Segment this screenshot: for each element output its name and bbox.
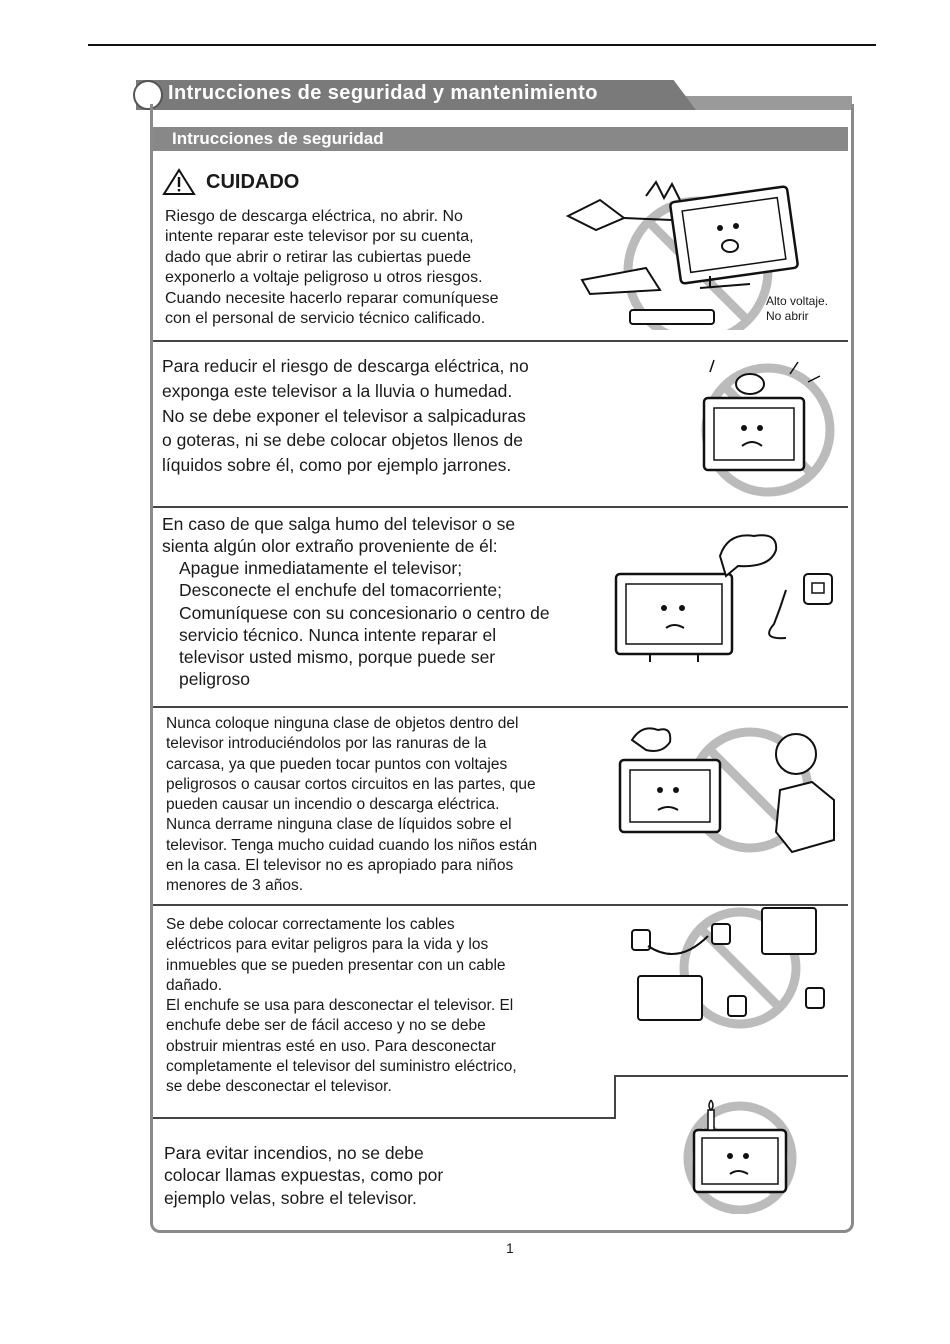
smoke-steps-text: Apague inmediatamente el televisor; Desconecte el enchufe del tomacorriente; Comuníquese con su concesionario o centro de servicio técnico. Nunca intente reparar el televisor usted mismo, porque puede ser peligroso — [179, 558, 550, 690]
smoke-intro-text: En caso de que salga humo del televisor o se sienta algún olor extraño proveniente de él: — [162, 514, 516, 557]
divider-1 — [153, 340, 848, 342]
moisture-text: Para reducir el riesgo de descarga eléctrica, no exponga este televisor a la lluvia o humedad. No se debe exponer el televisor a salpicaduras o goteras, ni se debe colocar objetos llenos de líquidos sobre él, como por ejemplo jarrones. — [162, 356, 529, 476]
cables-text: Se debe colocar correctamente los cables eléctricos para evitar peligros para la vida y los inmuebles que se pueden presentar con un cable dañado. El enchufe se usa para desconectar el televisor. El enchufe debe ser de fácil acceso y no se debe obstruir mientras esté en uso. Para desconectar completamente el televisor del suministro eléctrico, se debe desconectar el televisor. — [166, 916, 517, 1096]
divider-5-vertical — [614, 1075, 616, 1119]
caution-label: CUIDADO — [206, 170, 300, 193]
objects-illustration — [612, 720, 840, 858]
page-number: 1 — [506, 1240, 514, 1256]
fire-illustration — [672, 1096, 812, 1214]
smoke-illustration — [610, 528, 842, 664]
divider-5-left — [153, 1117, 616, 1119]
divider-3 — [153, 706, 848, 708]
high-voltage-caption: Alto voltaje. No abrir — [766, 294, 829, 323]
caution-heading — [162, 168, 299, 196]
caution-text: Riesgo de descarga eléctrica, no abrir. No intente reparar este televisor por su cuenta, dado que abrir o retirar las cubiertas puede exponerlo a voltaje peligroso u otros riesgos. Cuando necesite hacerlo reparar comuníquese con el personal de servicio técnico calificado. — [165, 208, 499, 328]
top-rule — [88, 44, 876, 46]
moisture-illustration — [690, 352, 840, 498]
page-title: Intrucciones de seguridad y mantenimiento — [168, 82, 598, 104]
section-subtitle: Intrucciones de seguridad — [153, 127, 848, 151]
warning-triangle-icon — [162, 168, 196, 196]
fire-text: Para evitar incendios, no se debe colocar llamas expuestas, como por ejemplo velas, sobre el televisor. — [164, 1143, 444, 1208]
cables-illustration — [628, 906, 832, 1032]
divider-5-right — [614, 1075, 848, 1077]
divider-2 — [153, 506, 848, 508]
objects-text: Nunca coloque ninguna clase de objetos dentro del televisor introduciéndolos por las ranuras de la carcasa, ya que pueden tocar puntos con voltajes peligrosos o causar cortos circuitos en las partes, que pueden causar un incendio o descarga eléctrica. Nunca derrame ninguna clase de líquidos sobre el televisor. Tenga mucho cuidad cuando los niños están en la casa. El televisor no es apropiado para niños menores de 3 años. — [166, 715, 538, 895]
